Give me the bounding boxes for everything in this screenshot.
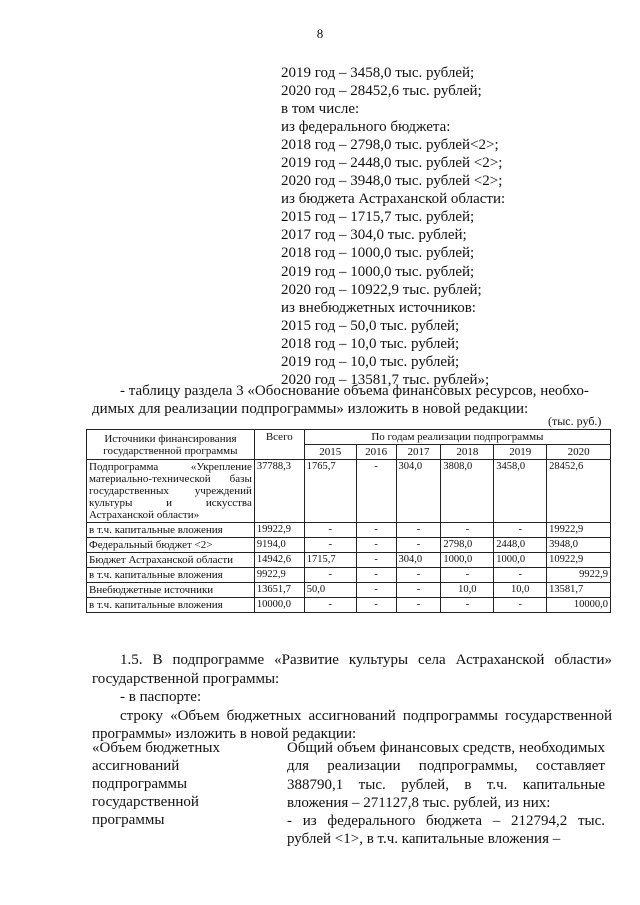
row-cell: - [356,598,396,613]
row-label: в т.ч. капитальные вложения [87,598,255,613]
header-year: 2020 [547,445,611,460]
row-cell: 1000,0 [441,553,494,568]
table-row [87,568,611,583]
row-cell: 3458,0 [494,460,547,523]
passport-row-value [287,739,605,849]
row-cell: 10922,9 [547,553,611,568]
list-item: 2020 год – 28452,6 тыс. рублей; [281,83,482,100]
passport-value-paragraph: Общий объем финансовых средств, необходимых для реализации подпрограммы, составляет 388790,1 тыс. рублей, в т.ч. капитальные вложения – 271127,8 тыс. рублей, из них: [287,740,605,811]
list-item: 2020 год – 10922,9 тыс. рублей; [281,281,482,298]
row-cell: - [356,460,396,523]
row-label: в т.ч. капитальные вложения [87,568,255,583]
row-cell: - [396,568,441,583]
table-intro-paragraph [92,382,612,418]
row-cell: 28452,6 [547,460,611,523]
row-cell: 3948,0 [547,538,611,553]
row-cell: - [494,523,547,538]
row-total: 14942,6 [254,553,304,568]
row-total: 9194,0 [254,538,304,553]
row-cell: 50,0 [304,583,356,598]
financing-table [86,429,611,613]
row-cell: - [356,538,396,553]
row-cell: - [396,538,441,553]
instruction-line: строку «Объем бюджетных ассигнований подпрограммы государственной программы» изложить в новой редакции: [92,707,612,742]
row-cell: 9922,9 [547,568,611,583]
row-cell: - [396,523,441,538]
unit-label: (тыс. руб.) [548,414,602,428]
row-label: в т.ч. капитальные вложения [87,523,255,538]
list-item: 2015 год – 50,0 тыс. рублей; [281,317,460,334]
header-year: 2016 [356,445,396,460]
row-cell: 304,0 [396,553,441,568]
table-header-row [87,430,611,445]
passport-value-paragraph: - из федерального бюджета – 212794,2 тыс. рублей <1>, в т.ч. капитальные вложения – [287,813,605,848]
table-row [87,583,611,598]
header-year: 2019 [494,445,547,460]
row-cell: 3808,0 [441,460,494,523]
table-row [87,460,611,523]
row-cell: 13581,7 [547,583,611,598]
section-1-5-block [92,651,612,744]
list-item: 2020 год – 3948,0 тыс. рублей <2>; [281,173,503,190]
list-item: 2015 год – 1715,7 тыс. рублей; [281,209,475,226]
row-cell: - [396,583,441,598]
row-cell: - [441,568,494,583]
list-item: 2017 год – 304,0 тыс. рублей; [281,227,467,244]
row-cell: 10,0 [494,583,547,598]
list-item: 2019 год – 10,0 тыс. рублей; [281,353,460,370]
table-row [87,538,611,553]
row-cell: 2448,0 [494,538,547,553]
row-total: 10000,0 [254,598,304,613]
row-total: 13651,7 [254,583,304,598]
list-item: 2018 год – 2798,0 тыс. рублей<2>; [281,137,499,154]
table-row [87,523,611,538]
table-row [87,598,611,613]
list-item: из бюджета Астраханской области: [281,191,506,208]
list-item: 2020 год – 13581,7 тыс. рублей»; [281,371,490,388]
list-item: из федерального бюджета: [281,119,451,136]
row-label: Внебюджетные источники [87,583,255,598]
header-year: 2015 [304,445,356,460]
row-cell: - [356,583,396,598]
row-cell: 19922,9 [547,523,611,538]
row-cell: - [304,598,356,613]
row-label: Подпрограмма «Укрепление материально-технической базы государственных учреждений культуры и искусства Астраханской области» [87,460,255,523]
row-cell: - [356,553,396,568]
table-intro-line-2: димых для реализации подпрограммы» изложить в новой редакции: [92,401,529,417]
funding-by-year-list [281,64,505,389]
list-item: 2019 год – 3458,0 тыс. рублей; [281,65,475,81]
row-cell: - [304,523,356,538]
header-year: 2017 [396,445,441,460]
row-cell: - [494,598,547,613]
row-cell: - [304,568,356,583]
header-years-group: По годам реализации подпрограммы [304,430,610,445]
row-cell: 10000,0 [547,598,611,613]
list-item: 2018 год – 1000,0 тыс. рублей; [281,245,475,262]
row-cell: - [356,568,396,583]
row-label: Бюджет Астраханской области [87,553,255,568]
row-total: 9922,9 [254,568,304,583]
row-cell: - [356,523,396,538]
in-passport-line: - в паспорте: [120,689,202,705]
header-total: Всего [254,430,304,460]
row-cell: 1715,7 [304,553,356,568]
row-total: 37788,3 [254,460,304,523]
row-cell: - [441,598,494,613]
row-cell: 1000,0 [494,553,547,568]
list-item: из внебюджетных источников: [281,299,476,316]
section-1-5-heading: 1.5. В подпрограмме «Развитие культуры села Астраханской области» государственной программы: [92,652,612,687]
list-item: 2019 год – 2448,0 тыс. рублей <2>; [281,155,503,172]
row-cell: 10,0 [441,583,494,598]
row-label: Федеральный бюджет <2> [87,538,255,553]
list-item: 2018 год – 10,0 тыс. рублей; [281,335,460,352]
list-item: 2019 год – 1000,0 тыс. рублей; [281,263,475,280]
row-cell: 304,0 [396,460,441,523]
header-source: Источники финансирования государственной программы [87,430,255,460]
row-cell: 2798,0 [441,538,494,553]
row-cell: - [304,538,356,553]
header-year: 2018 [441,445,494,460]
page-number: 8 [316,26,324,41]
passport-row-label: «Объем бюджетных ассигнований подпрограммы государственной программы [92,740,220,828]
row-cell: - [494,568,547,583]
table-row [87,553,611,568]
list-item: в том числе: [281,101,360,118]
table-intro-line-1: - таблицу раздела 3 «Обоснование объема финансовых ресурсов, необхо- [120,383,589,399]
row-cell: - [441,523,494,538]
row-total: 19922,9 [254,523,304,538]
row-cell: - [396,598,441,613]
row-cell: 1765,7 [304,460,356,523]
